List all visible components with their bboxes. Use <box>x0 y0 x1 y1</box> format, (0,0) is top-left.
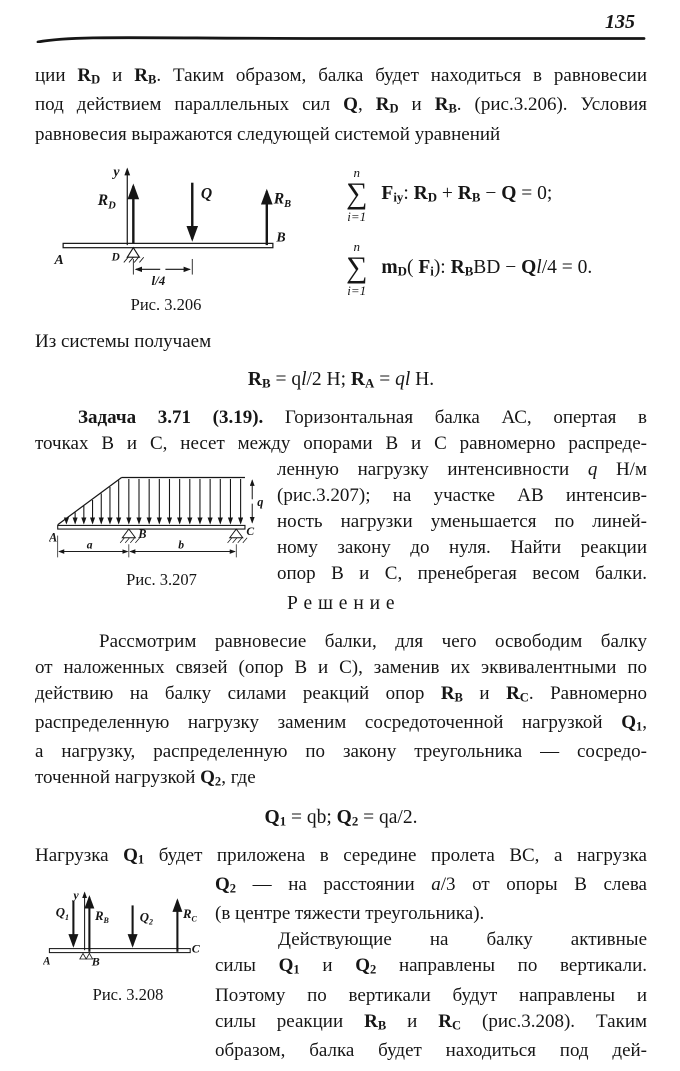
wrap-text-column-2 <box>215 872 647 1064</box>
force-q1-label: $Q_1$ <box>55 905 70 922</box>
force-q-label: Q <box>200 184 213 202</box>
beam-diagram-3-206 <box>51 160 311 286</box>
text-line: от наложенных связей (опор В и С), заменив их эквивалентными по <box>35 656 647 678</box>
text-line: действию на балку силами реакций опор RB и RC. Равномерно <box>35 682 648 705</box>
beam-diagram-3-207 <box>49 463 274 561</box>
text-line: Нагрузка Q1 будет приложена в середине пролета ВС, а нагрузка <box>35 844 647 867</box>
equation-system <box>330 158 647 315</box>
text-line: ному закону до нуля. Найти реакции <box>277 536 647 558</box>
beam-diagram-3-208 <box>43 886 203 976</box>
text-line: точках В и С, несет между опорами В и С равномерно распреде- <box>35 432 647 454</box>
text-line: ленную нагрузку интенсивности q Н/м <box>277 458 647 480</box>
dimension-a-label: a <box>86 538 93 552</box>
header-rule <box>35 34 647 43</box>
point-b-label: B <box>276 229 286 245</box>
point-d-label: D <box>111 251 120 264</box>
figure-text-wrap-2 <box>35 872 647 1064</box>
equation-text: Fiy: RD + RB − Q = 0; <box>381 182 553 205</box>
paragraph-problem-continued <box>277 457 647 587</box>
text-line: (рис.3.207); на участке АВ интенсив- <box>277 484 647 506</box>
point-b-label: B <box>91 954 100 969</box>
point-c-label: C <box>246 524 255 538</box>
load-q-label: q <box>257 494 264 509</box>
sigma-sum-icon: n ∑ i=1 <box>346 164 368 224</box>
reaction-rd-label: $R_D$ <box>97 191 116 212</box>
figure-caption: Рис. 3.207 <box>126 569 197 589</box>
text-line: Поэтому по вертикали будут направлены и <box>215 984 647 1006</box>
paragraph-intro <box>35 63 647 148</box>
figure-caption: Рис. 3.206 <box>130 294 202 314</box>
text-line: под действием параллельных сил Q, RD и RB. (рис.3.206). Условия <box>35 94 648 116</box>
sigma-sum-icon: n ∑ i=1 <box>346 238 368 298</box>
text-line: опор В и С, пренебрегая весом балки. <box>277 562 647 584</box>
point-a-label: A <box>49 530 58 545</box>
text-line: Q2 — на расстоянии a/3 от опоры В слева <box>215 874 647 896</box>
paragraph-active-forces <box>215 927 647 1064</box>
paragraph-from-system: Из системы получаем <box>35 330 212 352</box>
point-a-label: A <box>54 251 64 267</box>
point-c-label: C <box>191 941 200 956</box>
figure-caption: Рис. 3.208 <box>92 985 164 1005</box>
text-line: силы реакции RB и RC (рис.3.208). Таким <box>215 1010 648 1032</box>
solution-heading: Решение <box>287 592 401 614</box>
text-line: равновесия выражаются следующей системой уравнений <box>35 123 501 145</box>
reaction-rb-label: $R_B$ <box>95 908 109 926</box>
text-line: ность нагрузки уменьшается по линей- <box>277 510 647 532</box>
paragraph-load-position <box>35 843 647 872</box>
paragraph-problem-371 <box>35 405 647 457</box>
text-line: Действующие на балку активные <box>278 929 647 951</box>
text-line: точенной нагрузкой Q2, где <box>35 767 256 789</box>
text-line: Задача 3.71 (3.19). Горизонтальная балка АС, опертая в <box>78 406 647 428</box>
text-line: образом, балка будет находиться под дей- <box>215 1039 647 1061</box>
equation-force-sum <box>346 166 647 223</box>
force-q2-label: $Q_2$ <box>139 910 154 927</box>
text-line: Рассмотрим равновесие балки, для чего освободим балку <box>99 630 647 652</box>
text-line: (в центре тяжести треугольника). <box>215 903 485 925</box>
reaction-rb-label: $R_B$ <box>273 190 292 210</box>
figure-text-wrap-1 <box>35 457 647 615</box>
text-line: а нагрузку, распределенную по закону треугольника — сосредо- <box>35 741 647 763</box>
figure-equation-row <box>35 158 647 315</box>
axis-y-label: y <box>113 163 120 179</box>
page-header <box>35 10 647 43</box>
equation-text: mD( Fi): RBBD − Ql/4 = 0. <box>381 256 593 279</box>
page-number: 135 <box>605 11 635 33</box>
paragraph-solution-1 <box>35 629 647 795</box>
text-line: ции RD и RB. Таким образом, балка будет находиться в равновесии <box>35 65 647 87</box>
text-line: распределенную нагрузку заменим сосредоточенной нагрузкой Q1, <box>35 712 647 734</box>
reaction-rc-label: $R_C$ <box>183 907 197 924</box>
paragraph-q2-position <box>215 872 647 927</box>
point-a-label: A <box>43 955 51 968</box>
text-line: силы Q1 и Q2 направлены по вертикали. <box>215 955 647 977</box>
dimension-b-label: b <box>178 538 185 552</box>
beam-drawing <box>63 168 273 274</box>
point-b-label: B <box>138 526 147 541</box>
figure-3-207 <box>35 457 277 615</box>
wrap-text-column-1 <box>277 457 647 615</box>
axis-y-label: y <box>73 888 79 903</box>
figure-3-206 <box>35 158 330 315</box>
equation-q1-q2: Q1 = qb; Q2 = qa/2. <box>264 806 418 828</box>
equation-reactions-result: RB = ql/2 Н; RA = ql Н. <box>247 368 435 390</box>
equation-moment-sum <box>346 240 647 297</box>
figure-3-208 <box>35 872 215 1064</box>
beam-drawing <box>49 893 190 959</box>
dimension-l4-label: l/4 <box>151 272 166 286</box>
